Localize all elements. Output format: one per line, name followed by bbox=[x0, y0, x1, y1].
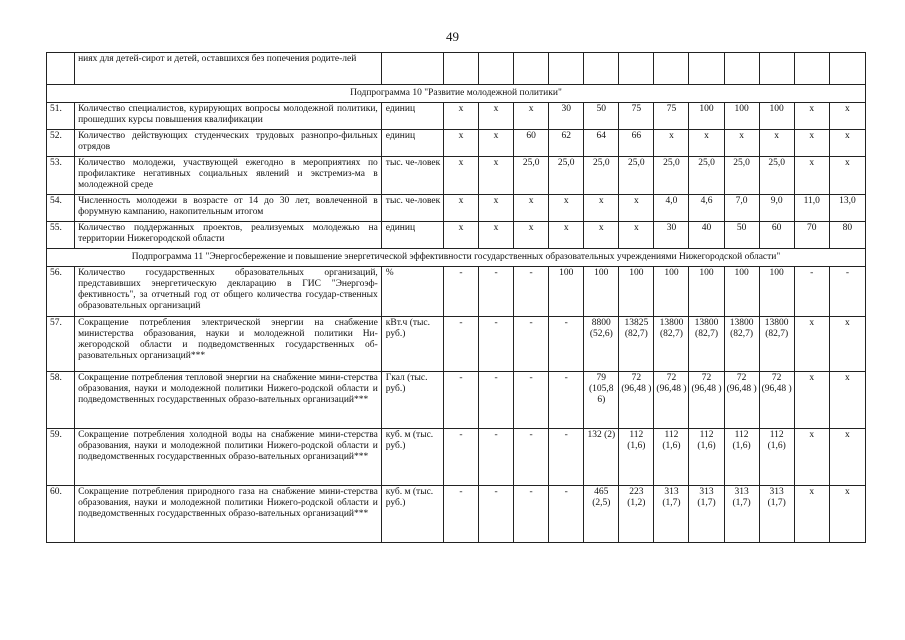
value-cell: х bbox=[829, 372, 865, 429]
section-header-row bbox=[47, 85, 866, 103]
value-cell: х bbox=[794, 130, 829, 157]
value-cell: 40 bbox=[689, 222, 724, 249]
value-cell: х bbox=[479, 103, 514, 130]
section-title: Подпрограмма 11 "Энергосбережение и повышение энергетической эффективности государственных образовательных учреждениями Нижегородской области" bbox=[47, 249, 866, 267]
indicator-name: Сокращение потребления электрической энергии на снабжение министерства образования, науки и молодежной политики Ни-жегородской области и подведомственных государственных об-разовательных организаций*** bbox=[75, 317, 382, 372]
value-cell: - bbox=[829, 267, 865, 317]
indicator-name: Количество специалистов, курирующих вопросы молодежной политики, прошедших курсы повышения квалификации bbox=[75, 103, 382, 130]
table-row bbox=[47, 267, 866, 317]
value-cell: 8800 (52,6) bbox=[584, 317, 619, 372]
value-cell: - bbox=[479, 486, 514, 543]
value-cell: 132 (2) bbox=[584, 429, 619, 486]
value-cell: - bbox=[794, 267, 829, 317]
table-row bbox=[47, 53, 866, 85]
value-cell: 66 bbox=[619, 130, 654, 157]
value-cell: 72 (96,48 ) bbox=[619, 372, 654, 429]
value-cell: х bbox=[794, 157, 829, 195]
row-number: 51. bbox=[47, 103, 75, 130]
value-cell: 100 bbox=[654, 267, 689, 317]
table-row bbox=[47, 157, 866, 195]
value-cell: х bbox=[829, 103, 865, 130]
indicator-name: Численность молодежи в возрасте от 14 до 30 лет, вовлеченной в форумную кампанию, накопительным итогом bbox=[75, 195, 382, 222]
value-cell: х bbox=[479, 222, 514, 249]
table-row bbox=[47, 130, 866, 157]
table-row bbox=[47, 486, 866, 543]
value-cell: х bbox=[443, 130, 478, 157]
value-cell: х bbox=[794, 429, 829, 486]
value-cell bbox=[443, 53, 478, 85]
indicator-name: Сокращение потребления тепловой энергии на снабжение мини-стерства образования, науки и молодежной политики Нижего-родской области и подведомственных государственных образо-вательных организаций*** bbox=[75, 372, 382, 429]
value-cell: 313 (1,7) bbox=[759, 486, 794, 543]
value-cell: 11,0 bbox=[794, 195, 829, 222]
value-cell: х bbox=[829, 157, 865, 195]
unit-cell: тыс. че-ловек bbox=[381, 157, 443, 195]
value-cell: 313 (1,7) bbox=[724, 486, 759, 543]
row-number: 55. bbox=[47, 222, 75, 249]
value-cell: - bbox=[443, 372, 478, 429]
value-cell: 100 bbox=[724, 267, 759, 317]
value-cell: х bbox=[619, 222, 654, 249]
row-number: 57. bbox=[47, 317, 75, 372]
value-cell: 4,0 bbox=[654, 195, 689, 222]
value-cell: х bbox=[724, 130, 759, 157]
indicator-name: Количество молодежи, участвующей ежегодно в мероприятиях по профилактике негативных социальных явлений и экстремиз-ма в молодежной среде bbox=[75, 157, 382, 195]
value-cell: х bbox=[549, 222, 584, 249]
value-cell: 13825 (82,7) bbox=[619, 317, 654, 372]
value-cell: 100 bbox=[689, 267, 724, 317]
value-cell: х bbox=[794, 372, 829, 429]
value-cell: 465 (2,5) bbox=[584, 486, 619, 543]
value-cell: 70 bbox=[794, 222, 829, 249]
value-cell: 25,0 bbox=[549, 157, 584, 195]
table-row bbox=[47, 222, 866, 249]
value-cell: х bbox=[759, 130, 794, 157]
value-cell: 13800 (82,7) bbox=[654, 317, 689, 372]
value-cell: - bbox=[514, 372, 549, 429]
unit-cell: Гкал (тыс. руб.) bbox=[381, 372, 443, 429]
value-cell bbox=[724, 53, 759, 85]
value-cell: х bbox=[514, 195, 549, 222]
value-cell: 313 (1,7) bbox=[654, 486, 689, 543]
indicator-name: Количество действующих студенческих трудовых разнопро-фильных отрядов bbox=[75, 130, 382, 157]
value-cell: - bbox=[479, 317, 514, 372]
unit-cell: % bbox=[381, 267, 443, 317]
row-number bbox=[47, 53, 75, 85]
value-cell: - bbox=[514, 267, 549, 317]
row-number: 52. bbox=[47, 130, 75, 157]
value-cell: - bbox=[549, 486, 584, 543]
value-cell: 25,0 bbox=[584, 157, 619, 195]
value-cell: х bbox=[443, 222, 478, 249]
value-cell: х bbox=[549, 195, 584, 222]
value-cell: 100 bbox=[759, 267, 794, 317]
value-cell: 30 bbox=[654, 222, 689, 249]
value-cell: 112 (1,6) bbox=[759, 429, 794, 486]
value-cell: 100 bbox=[759, 103, 794, 130]
page-number: 49 bbox=[446, 29, 459, 44]
value-cell: 25,0 bbox=[689, 157, 724, 195]
value-cell: - bbox=[443, 267, 478, 317]
value-cell: 100 bbox=[724, 103, 759, 130]
value-cell: х bbox=[479, 195, 514, 222]
table-row bbox=[47, 317, 866, 372]
value-cell bbox=[479, 53, 514, 85]
value-cell bbox=[584, 53, 619, 85]
unit-cell: единиц bbox=[381, 130, 443, 157]
value-cell: 75 bbox=[654, 103, 689, 130]
unit-cell: кВт.ч (тыс. руб.) bbox=[381, 317, 443, 372]
value-cell: х bbox=[584, 222, 619, 249]
value-cell: х bbox=[619, 195, 654, 222]
value-cell: - bbox=[514, 317, 549, 372]
value-cell: х bbox=[829, 317, 865, 372]
row-number: 60. bbox=[47, 486, 75, 543]
value-cell: х bbox=[654, 130, 689, 157]
value-cell: 25,0 bbox=[619, 157, 654, 195]
unit-cell bbox=[381, 53, 443, 85]
value-cell bbox=[689, 53, 724, 85]
value-cell: 72 (96,48 ) bbox=[724, 372, 759, 429]
row-number: 56. bbox=[47, 267, 75, 317]
value-cell: х bbox=[514, 222, 549, 249]
value-cell: 25,0 bbox=[654, 157, 689, 195]
indicator-name: Сокращение потребления природного газа на снабжение мини-стерства образования, науки и молодежной политики Нижего-родской области и подведомственных государственных образо-вательных организаций*** bbox=[75, 486, 382, 543]
value-cell: 313 (1,7) bbox=[689, 486, 724, 543]
value-cell: 13,0 bbox=[829, 195, 865, 222]
value-cell: х bbox=[514, 103, 549, 130]
value-cell: 112 (1,6) bbox=[689, 429, 724, 486]
value-cell: 60 bbox=[759, 222, 794, 249]
value-cell: 112 (1,6) bbox=[619, 429, 654, 486]
value-cell: 13800 (82,7) bbox=[724, 317, 759, 372]
value-cell: х bbox=[829, 429, 865, 486]
indicator-name: ниях для детей-сирот и детей, оставшихся без попечения родите-лей bbox=[75, 53, 382, 85]
value-cell: х bbox=[443, 103, 478, 130]
value-cell: 80 bbox=[829, 222, 865, 249]
value-cell: х bbox=[829, 486, 865, 543]
value-cell: - bbox=[549, 372, 584, 429]
value-cell: - bbox=[549, 317, 584, 372]
value-cell: 25,0 bbox=[514, 157, 549, 195]
value-cell: х bbox=[689, 130, 724, 157]
value-cell: х bbox=[479, 130, 514, 157]
value-cell: х bbox=[794, 317, 829, 372]
section-header-row bbox=[47, 249, 866, 267]
value-cell: х bbox=[829, 130, 865, 157]
value-cell: 4,6 bbox=[689, 195, 724, 222]
value-cell: 79 (105,8 6) bbox=[584, 372, 619, 429]
indicator-name: Количество поддержанных проектов, реализуемых молодежью на территории Нижегородской области bbox=[75, 222, 382, 249]
indicator-name: Сокращение потребления холодной воды на снабжение мини-стерства образования, науки и молодежной политики Нижего-родской области и подведомственных государственных образо-вательных организаций*** bbox=[75, 429, 382, 486]
value-cell: 30 bbox=[549, 103, 584, 130]
value-cell bbox=[794, 53, 829, 85]
value-cell: 100 bbox=[549, 267, 584, 317]
value-cell: 9,0 bbox=[759, 195, 794, 222]
value-cell: х bbox=[584, 195, 619, 222]
value-cell: 13800 (82,7) bbox=[689, 317, 724, 372]
unit-cell: куб. м (тыс. руб.) bbox=[381, 429, 443, 486]
value-cell: 7,0 bbox=[724, 195, 759, 222]
value-cell: х bbox=[794, 486, 829, 543]
value-cell: 100 bbox=[619, 267, 654, 317]
value-cell: - bbox=[479, 429, 514, 486]
value-cell: 100 bbox=[689, 103, 724, 130]
table-row bbox=[47, 372, 866, 429]
section-title: Подпрограмма 10 "Развитие молодежной политики" bbox=[47, 85, 866, 103]
value-cell bbox=[619, 53, 654, 85]
value-cell: 223 (1,2) bbox=[619, 486, 654, 543]
unit-cell: единиц bbox=[381, 103, 443, 130]
indicator-name: Количество государственных образовательных организаций, представивших энергетическую декларацию в ГИС "Энергоэф-фективность", за отчетный год от общего количества государ-ственных образовательных организаций bbox=[75, 267, 382, 317]
value-cell: 50 bbox=[584, 103, 619, 130]
value-cell: 25,0 bbox=[724, 157, 759, 195]
value-cell: - bbox=[479, 372, 514, 429]
value-cell: 64 bbox=[584, 130, 619, 157]
value-cell: 50 bbox=[724, 222, 759, 249]
value-cell: 62 bbox=[549, 130, 584, 157]
value-cell: х bbox=[794, 103, 829, 130]
unit-cell: единиц bbox=[381, 222, 443, 249]
value-cell bbox=[654, 53, 689, 85]
indicators-table bbox=[46, 52, 866, 543]
value-cell: 100 bbox=[584, 267, 619, 317]
value-cell bbox=[829, 53, 865, 85]
value-cell: х bbox=[479, 157, 514, 195]
table-row bbox=[47, 103, 866, 130]
value-cell: - bbox=[514, 429, 549, 486]
value-cell: х bbox=[443, 157, 478, 195]
value-cell: 72 (96,48 ) bbox=[654, 372, 689, 429]
row-number: 54. bbox=[47, 195, 75, 222]
value-cell bbox=[759, 53, 794, 85]
value-cell: - bbox=[479, 267, 514, 317]
unit-cell: тыс. че-ловек bbox=[381, 195, 443, 222]
value-cell: 112 (1,6) bbox=[724, 429, 759, 486]
unit-cell: куб. м (тыс. руб.) bbox=[381, 486, 443, 543]
value-cell: 72 (96,48 ) bbox=[689, 372, 724, 429]
value-cell: 13800 (82,7) bbox=[759, 317, 794, 372]
value-cell: 75 bbox=[619, 103, 654, 130]
value-cell: 112 (1,6) bbox=[654, 429, 689, 486]
row-number: 58. bbox=[47, 372, 75, 429]
value-cell: - bbox=[443, 486, 478, 543]
value-cell bbox=[549, 53, 584, 85]
value-cell: - bbox=[443, 317, 478, 372]
value-cell: - bbox=[514, 486, 549, 543]
table-row bbox=[47, 195, 866, 222]
value-cell: 72 (96,48 ) bbox=[759, 372, 794, 429]
value-cell: х bbox=[443, 195, 478, 222]
row-number: 53. bbox=[47, 157, 75, 195]
table-row bbox=[47, 429, 866, 486]
value-cell: 60 bbox=[514, 130, 549, 157]
value-cell bbox=[514, 53, 549, 85]
value-cell: 25,0 bbox=[759, 157, 794, 195]
row-number: 59. bbox=[47, 429, 75, 486]
value-cell: - bbox=[443, 429, 478, 486]
value-cell: - bbox=[549, 429, 584, 486]
